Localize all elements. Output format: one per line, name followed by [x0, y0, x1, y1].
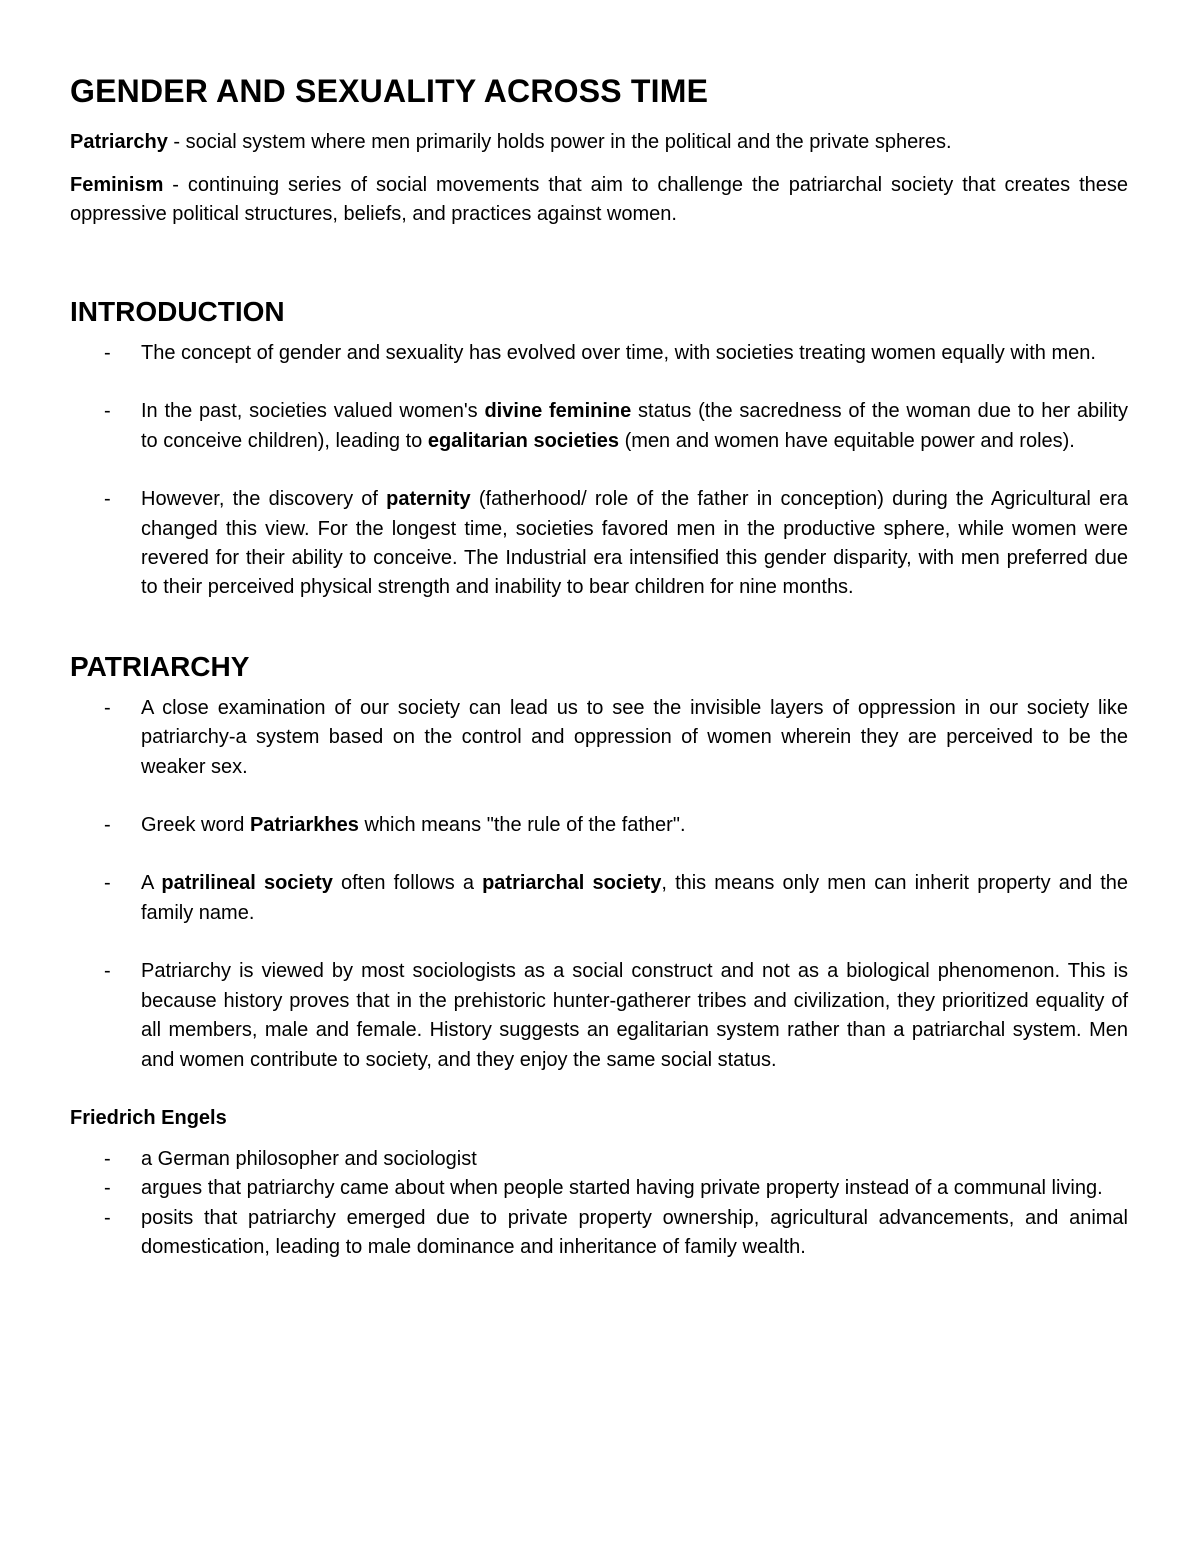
engels-list	[70, 1145, 1128, 1263]
dash-marker: -	[104, 872, 111, 895]
document-page	[70, 72, 1128, 1263]
definition-patriarchy	[70, 128, 1128, 157]
list-item	[70, 811, 1128, 840]
item-text: often follows a	[332, 872, 483, 895]
list-item	[70, 339, 1128, 368]
bold-term: Patriarkhes	[249, 814, 359, 837]
bold-term: egalitarian societies	[427, 429, 620, 452]
list-item	[70, 1204, 1128, 1263]
dash-marker: -	[104, 1206, 111, 1229]
item-text: posits that patriarchy emerged due to private property ownership, agricultural advancements, and animal domestication, leading to male dominance and inheritance of family wealth.	[141, 1206, 1128, 1259]
list-item	[70, 397, 1128, 456]
item-text: argues that patriarchy came about when people started having private property instead of a communal living.	[141, 1177, 1103, 1200]
dash-marker: -	[104, 1177, 111, 1200]
engels-section	[70, 1104, 1128, 1263]
bold-term: patriarchal society	[482, 872, 662, 895]
item-text: Greek word	[141, 814, 250, 837]
definition-text: - continuing series of social movements that aim to challenge the patriarchal society that creates these oppressive political structures, beliefs, and practices against women.	[70, 174, 1128, 225]
dash-marker: -	[104, 814, 111, 837]
bold-term: patrilineal society	[161, 872, 333, 895]
list-item	[70, 1145, 1128, 1174]
list-item	[70, 1174, 1128, 1203]
list-item	[70, 694, 1128, 782]
item-text: (fatherhood/ role of the father in conception) during the Agricultural era changed this view. For the longest time, societies favored men in the productive sphere, while women were revered for their ability to conceive. The Industrial era intensified this gender disparity, with men preferred due to their perceived physical strength and inability to bear children for nine months.	[141, 488, 1128, 599]
item-text: A	[141, 872, 162, 895]
list-item	[70, 485, 1128, 603]
item-text: Patriarchy is viewed by most sociologists as a social construct and not as a biological phenomenon. This is because history proves that in the prehistoric hunter-gatherer tribes and civilization, they prioritized equality of all members, male and female. History suggests an egalitarian system rather than a patriarchal system. Men and women contribute to society, and they enjoy the same social status.	[141, 960, 1128, 1071]
item-text: , this means only men can inherit property and the family name.	[141, 872, 1128, 924]
list-item	[70, 869, 1128, 928]
definition-text: - social system where men primarily holds power in the political and the private spheres.	[167, 131, 952, 153]
dash-marker: -	[104, 342, 111, 364]
item-text: However, the discovery of	[141, 488, 387, 511]
item-text: which means "the rule of the father".	[358, 814, 686, 837]
document-title: GENDER AND SEXUALITY ACROSS TIME	[70, 73, 709, 109]
item-text: In the past, societies valued women's	[141, 400, 485, 423]
engels-heading: Friedrich Engels	[70, 1106, 227, 1129]
dash-marker: -	[104, 696, 111, 719]
introduction-heading: INTRODUCTION	[70, 296, 285, 327]
item-text: a German philosopher and sociologist	[141, 1147, 477, 1170]
bold-term: paternity	[386, 488, 471, 511]
definition-term: Feminism	[70, 174, 164, 196]
introduction-section	[70, 295, 1128, 603]
patriarchy-list	[70, 694, 1128, 1075]
dash-marker: -	[104, 1147, 111, 1170]
definition-term: Patriarchy	[70, 131, 168, 153]
item-text: The concept of gender and sexuality has evolved over time, with societies treating women equally with men.	[141, 342, 1096, 364]
item-text: A close examination of our society can lead us to see the invisible layers of oppression in our society like patriarchy-a system based on the control and oppression of women wherein they are perceived to be the weaker sex.	[141, 696, 1128, 778]
list-item	[70, 957, 1128, 1075]
dash-marker: -	[104, 960, 111, 983]
introduction-list	[70, 339, 1128, 603]
patriarchy-section	[70, 650, 1128, 1075]
item-text: status (the sacredness of the woman due to her ability to conceive children), leading to	[141, 400, 1128, 452]
dash-marker: -	[104, 400, 111, 423]
item-text: (men and women have equitable power and roles).	[619, 429, 1075, 452]
bold-term: divine feminine	[484, 400, 632, 423]
dash-marker: -	[104, 488, 111, 511]
definition-feminism	[70, 171, 1128, 229]
patriarchy-heading: PATRIARCHY	[70, 650, 250, 682]
